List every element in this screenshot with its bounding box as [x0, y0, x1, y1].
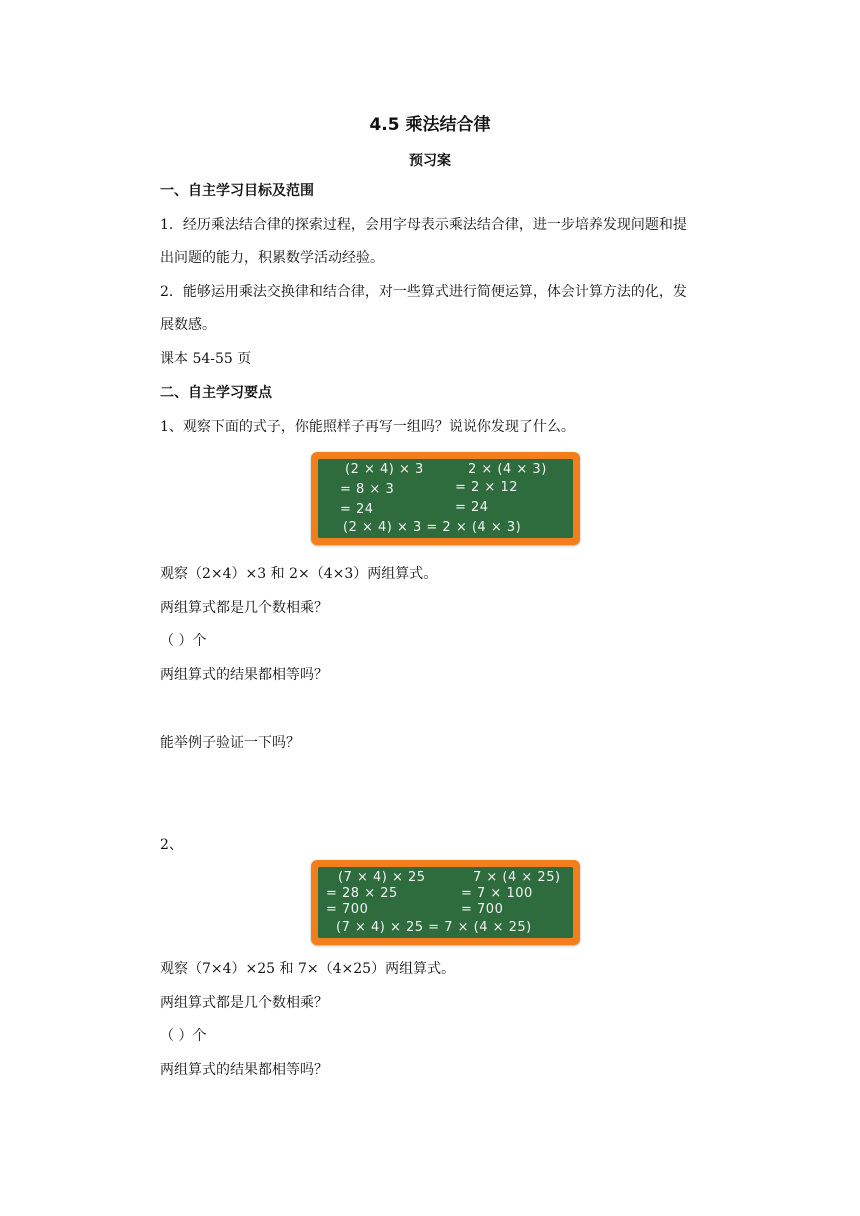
chalkboard-1-surface — [318, 459, 573, 538]
board2-left-line-2: = 28 × 25 — [326, 886, 398, 901]
board1-bottom-line: (2 × 4) × 3 = 2 × (4 × 3) — [343, 520, 522, 535]
question-2-ask-2: 两组算式的结果都相等吗？ — [160, 1062, 328, 1078]
board2-right-line-2: = 7 × 100 — [461, 886, 533, 901]
question-2-intro: 2、 — [160, 837, 183, 853]
chalkboard-2-surface — [318, 867, 573, 938]
objective-2-line-2: 展数感。 — [160, 317, 216, 333]
question-2-observe: 观察（7×4）×25 和 7×（4×25）两组算式。 — [160, 961, 456, 977]
question-1-observe: 观察（2×4）×3 和 2×（4×3）两组算式。 — [160, 566, 438, 582]
question-1-ask-1: 两组算式都是几个数相乘？ — [160, 600, 328, 616]
textbook-pages: 课本 54-55 页 — [160, 351, 252, 367]
board1-left-line-3: = 24 — [340, 502, 374, 517]
question-2-ask-1: 两组算式都是几个数相乘？ — [160, 995, 328, 1011]
board1-right-line-3: = 24 — [455, 500, 489, 515]
chalkboard-2 — [311, 860, 580, 945]
question-2-blank: （ ）个 — [160, 1028, 207, 1044]
board1-right-line-2: = 2 × 12 — [455, 480, 518, 495]
section2-heading: 二、自主学习要点 — [160, 385, 272, 401]
board1-right-line-1: 2 × (4 × 3) — [468, 462, 547, 477]
objective-2-line-1: 2．能够运用乘法交换律和结合律，对一些算式进行简便运算，体会计算方法的化，发 — [160, 284, 687, 300]
objective-1-line-2: 出问题的能力，积累数学活动经验。 — [160, 250, 384, 266]
question-1-ask-2: 两组算式的结果都相等吗？ — [160, 667, 328, 683]
board2-left-line-3: = 700 — [326, 902, 369, 917]
board2-bottom-line: (7 × 4) × 25 = 7 × (4 × 25) — [336, 920, 532, 935]
document-title: 4.5 乘法结合律 — [369, 115, 491, 135]
question-1-ask-3: 能举例子验证一下吗？ — [160, 735, 300, 751]
chalkboard-1 — [311, 452, 580, 545]
board1-left-line-1: (2 × 4) × 3 — [345, 462, 424, 477]
board2-right-line-1: 7 × (4 × 25) — [473, 870, 561, 885]
document-subtitle: 预习案 — [409, 153, 451, 169]
objective-1-line-1: 1．经历乘法结合律的探索过程，会用字母表示乘法结合律，进一步培养发现问题和提 — [160, 217, 687, 233]
question-1-blank: （ ）个 — [160, 633, 207, 649]
board2-right-line-3: = 700 — [461, 902, 504, 917]
board2-left-line-1: (7 × 4) × 25 — [338, 870, 426, 885]
board1-left-line-2: = 8 × 3 — [340, 482, 395, 497]
question-1-intro: 1、观察下面的式子，你能照样子再写一组吗？说说你发现了什么。 — [160, 419, 575, 435]
section1-heading: 一、自主学习目标及范围 — [160, 183, 314, 199]
